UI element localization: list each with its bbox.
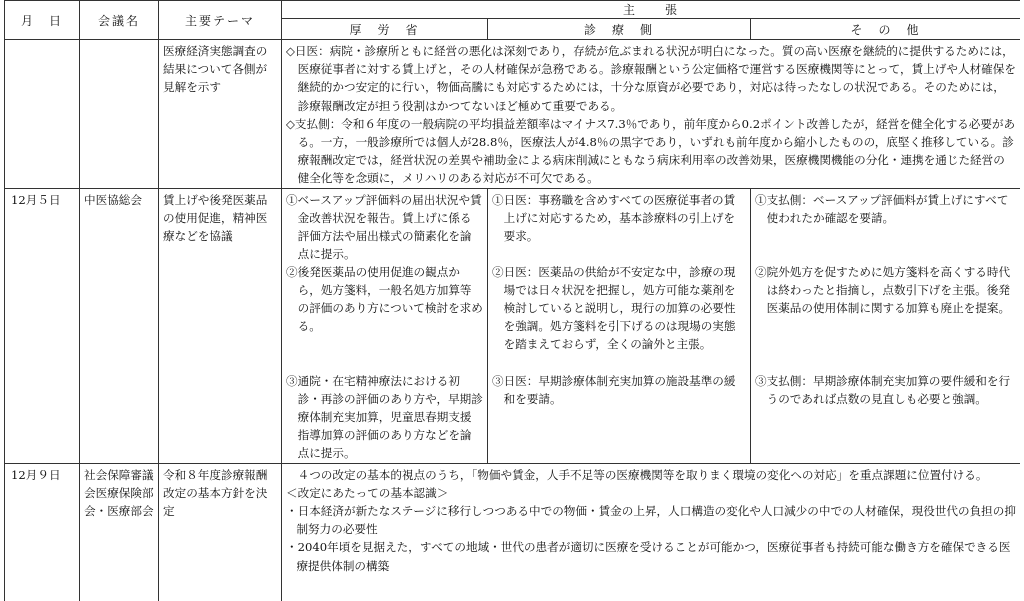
claim-paragraph: ◇支払側：令和６年度の一般病院の平均損益差額率はマイナス7.3％であり，前年度から0.2ポイント改善したが，経営を健全化する必要がある。一方，一般診療所では個人が28.8％，医療法人が4.8％の黒字であり，いずれも前年度から縮小したものの，底堅く推移している。診療報酬改定では，経営状況の差異や補助金による病床削減にともなう病床利用率の改善効果，医療機関機能の分化・連携を通じた経営の健全化等を念頭に，メリハリのある対応が不可欠である。 bbox=[286, 116, 1016, 186]
claims-merged-cell bbox=[282, 463, 1021, 601]
document-sheet bbox=[4, 0, 1020, 601]
other-cell bbox=[751, 188, 1021, 463]
date-cell: 12月９日 bbox=[5, 463, 80, 601]
date-cell bbox=[5, 40, 80, 189]
meeting-cell: 中医協総会 bbox=[80, 188, 159, 463]
mhlw-item: ①ベースアップ評価料の届出状況や賃金改善状況を報告。賃上げに係る評価方法や届出様式の簡素化を論点に提示。 bbox=[286, 192, 482, 262]
policy-table bbox=[4, 0, 1020, 601]
other-item: ③支払側：早期診療体制充実加算の要件緩和を行うのであれば点数の見直しも必要と強調。 bbox=[755, 373, 1011, 406]
table-row bbox=[5, 188, 1021, 463]
meeting-cell bbox=[80, 40, 159, 189]
claims-merged-cell bbox=[282, 40, 1021, 189]
medical-item: ①日医：事務職を含めすべての医療従事者の賃上げに対応するため，基本診療料の引上げを要求。 bbox=[492, 192, 736, 244]
other-item: ①支払側：ベースアップ評価料が賃上げにすべて使われたか確認を要請。 bbox=[755, 192, 1009, 225]
date-cell: 12月５日 bbox=[5, 188, 80, 463]
table-row bbox=[5, 463, 1021, 601]
header-meeting: 会議名 bbox=[80, 1, 159, 40]
mhlw-item: ③通院・在宅精神療法における初診・再診の評価のあり方や，早期診療体制充実加算，児童思春期支援指導加算の評価のあり方などを論点に提示。 bbox=[286, 373, 483, 461]
header-mhlw: 厚 労 省 bbox=[282, 19, 488, 40]
claim-paragraph: ◇日医：病院・診療所ともに経営の悪化は深刻であり，存続が危ぶまれる状況が明白になった。質の高い医療を継続的に提供するためには，医療従事者に対する賃上げと，その人材確保が急務である。診療報酬という公定価格で運営する医療機関等にとって，賃上げや人材確保を継続的かつ安定的に行い，物価高騰にも対応するためには，十分な原資が必要であり，対応は待ったなしの状況である。そのためには，診療報酬改定が担う役割はかつてないほど極めて重要である。 bbox=[286, 44, 1016, 113]
medical-item: ②日医：医薬品の供給が不安定な中，診療の現場では日々状況を把握し，処方可能な薬剤を検討していると説明し，現行の加算の必要性を強調。処方箋料を引下げるのは現場の実態を踏まえておらず，全くの論外と主張。 bbox=[492, 264, 736, 352]
other-item: ②院外処方を促すために処方箋料を高くする時代は終わったと指摘し，点数引下げを主張。後発医薬品の使用体制に関する加算も廃止を提案。 bbox=[755, 264, 1011, 316]
header-medical: 診 療 側 bbox=[488, 19, 751, 40]
recognition-bullet: ・日本経済が新たなステージに移行しつつある中での物価・賃金の上昇，人口構造の変化や人口減少の中での人材確保，現役世代の負担の抑制努力の必要性 bbox=[286, 504, 1016, 537]
recognition-bullet: ・2040年頃を見据えた，すべての地域・世代の患者が適切に医療を受けることが可能かつ，医療従事者も持続可能な働き方を確保できる医療提供体制の構築 bbox=[286, 540, 1011, 573]
medical-item: ③日医：早期診療体制充実加算の施設基準の緩和を要請。 bbox=[492, 373, 736, 406]
basic-policy-intro: ４つの改定の基本的視点のうち，「物価や賃金，人手不足等の医療機関等を取りまく環境の変化への対応」を重点課題に位置付ける。 bbox=[297, 467, 988, 482]
medical-cell bbox=[488, 188, 751, 463]
mhlw-cell bbox=[282, 188, 488, 463]
meeting-cell: 社会保障審議会医療保険部会・医療部会 bbox=[80, 463, 159, 601]
basic-recognition-heading: ＜改定にあたっての基本認識＞ bbox=[286, 485, 449, 500]
table-row bbox=[5, 40, 1021, 189]
header-date: 月 日 bbox=[5, 1, 80, 40]
theme-cell: 医療経済実態調査の結果について各側が見解を示す bbox=[159, 40, 282, 189]
theme-cell: 令和８年度診療報酬改定の基本方針を決定 bbox=[159, 463, 282, 601]
header-theme: 主要テーマ bbox=[159, 1, 282, 40]
header-other: そ の 他 bbox=[751, 19, 1021, 40]
theme-cell: 賃上げや後発医薬品の使用促進，精神医療などを協議 bbox=[159, 188, 282, 463]
header-claims: 主 張 bbox=[282, 1, 1021, 19]
mhlw-item: ②後発医薬品の使用促進の観点から，処方箋料，一般名処方加算等の評価のあり方について検討を求める。 bbox=[286, 264, 483, 334]
